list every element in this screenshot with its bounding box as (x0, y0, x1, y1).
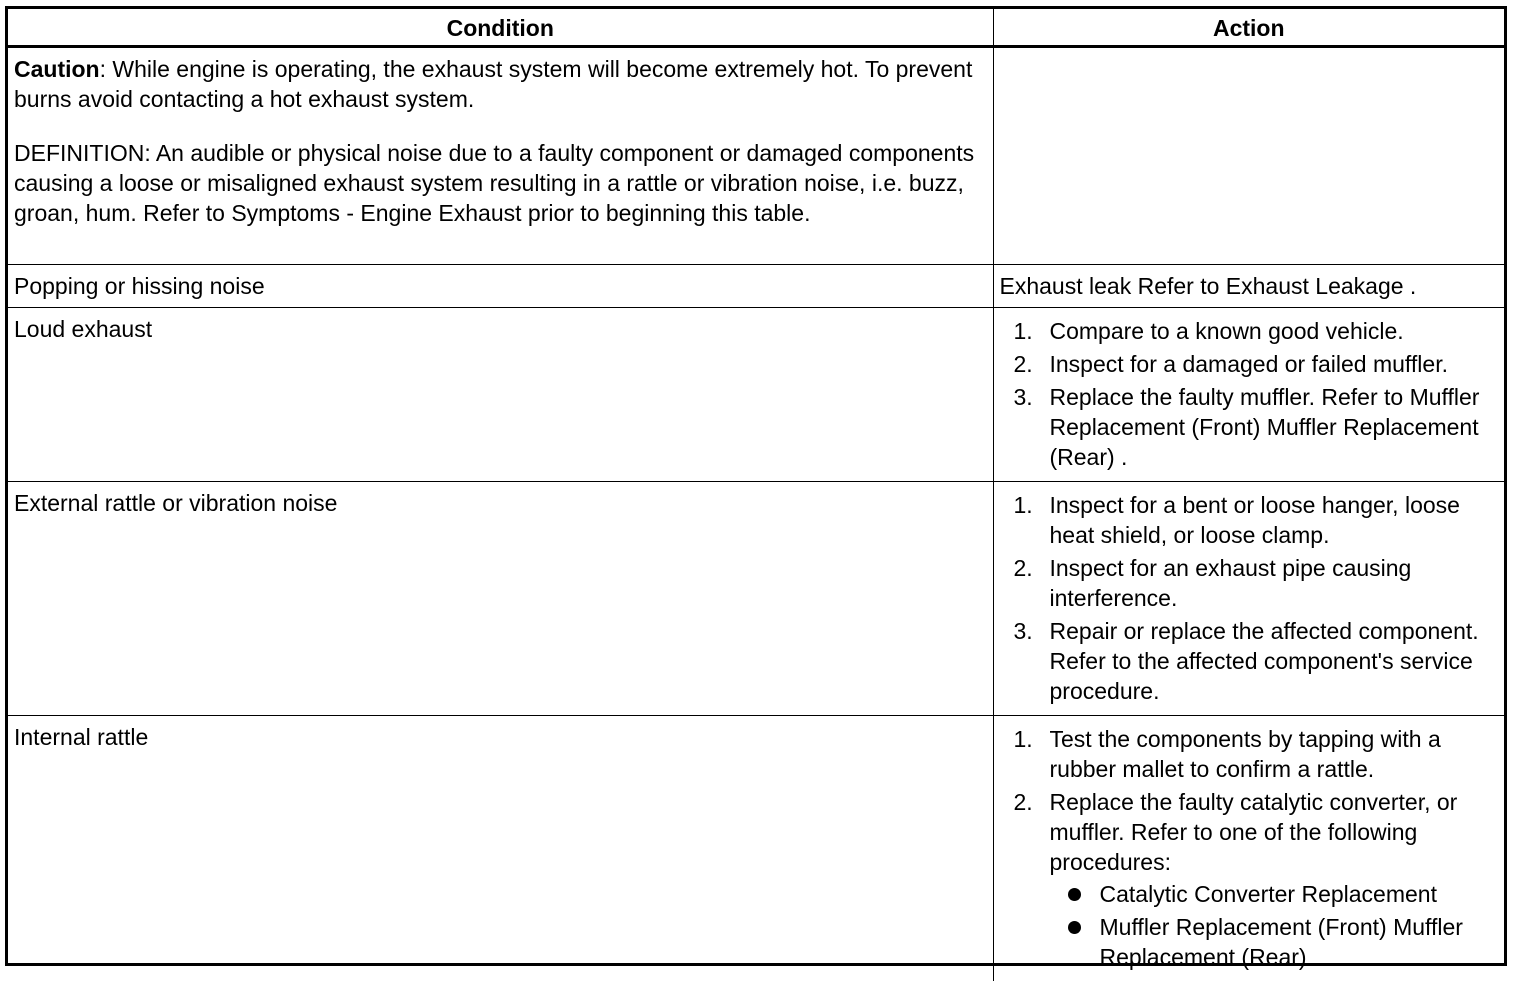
step-number: 2. (1014, 349, 1033, 379)
internal-action-cell (993, 716, 1504, 981)
loud-condition: Loud exhaust (8, 308, 993, 482)
step-text: Replace the faulty catalytic converter, or muffler. Refer to one of the following procedures: (1050, 789, 1458, 875)
step-number: 3. (1014, 382, 1033, 412)
caution-row (8, 47, 1504, 265)
step-text: Inspect for a bent or loose hanger, loose heat shield, or loose clamp. (1050, 492, 1460, 548)
step-number: 1. (1014, 316, 1033, 346)
step-text: Test the components by tapping with a rubber mallet to confirm a rattle. (1050, 726, 1441, 782)
list-item (1000, 490, 1499, 550)
bullet-icon (1068, 888, 1081, 901)
list-item (1000, 553, 1499, 613)
header-row (8, 9, 1504, 47)
step-text: Replace the faulty muffler. Refer to Muffler Replacement (Front) Muffler Replacement (Rear) . (1050, 384, 1480, 470)
external-action-cell (993, 482, 1504, 716)
popping-row (8, 265, 1504, 308)
caution-paragraph (14, 54, 987, 114)
internal-rattle-row (8, 716, 1504, 981)
condition-header: Condition (8, 9, 993, 47)
caution-label: Caution (14, 56, 100, 82)
external-steps (1000, 490, 1499, 706)
internal-condition: Internal rattle (8, 716, 993, 981)
step-text: Compare to a known good vehicle. (1050, 318, 1404, 344)
caution-action-cell (993, 47, 1504, 265)
list-item (1050, 912, 1499, 972)
diagnostic-table-frame (5, 6, 1507, 966)
bullet-icon (1068, 921, 1081, 934)
list-item (1000, 787, 1499, 972)
exhaust-noise-diagnostic-table (8, 9, 1504, 981)
popping-condition: Popping or hissing noise (8, 265, 993, 308)
bullet-text: Catalytic Converter Replacement (1100, 881, 1437, 907)
bullet-text: Muffler Replacement (Front) Muffler Replacement (Rear) (1100, 914, 1463, 970)
step-text: Repair or replace the affected component. Refer to the affected component's service procedure. (1050, 618, 1479, 704)
loud-steps (1000, 316, 1499, 472)
step-number: 2. (1014, 787, 1033, 817)
step-number: 3. (1014, 616, 1033, 646)
step-number: 1. (1014, 490, 1033, 520)
loud-action-cell (993, 308, 1504, 482)
list-item (1000, 616, 1499, 706)
step-number: 2. (1014, 553, 1033, 583)
list-item (1050, 879, 1499, 909)
list-item (1000, 382, 1499, 472)
procedure-bullets (1050, 879, 1499, 972)
list-item (1000, 316, 1499, 346)
internal-steps (1000, 724, 1499, 972)
step-number: 1. (1014, 724, 1033, 754)
list-item (1000, 349, 1499, 379)
loud-exhaust-row (8, 308, 1504, 482)
popping-action: Exhaust leak Refer to Exhaust Leakage . (993, 265, 1504, 308)
external-rattle-row (8, 482, 1504, 716)
caution-cell (8, 47, 993, 265)
caution-text: : While engine is operating, the exhaust system will become extremely hot. To prevent burns avoid contacting a hot exhaust system. (14, 56, 972, 112)
definition-paragraph: DEFINITION: An audible or physical noise due to a faulty component or damaged components causing a loose or misaligned exhaust system resulting in a rattle or vibration noise, i.e. buzz, groan, hum. Refer to Symptoms - Engine Exhaust prior to beginning this table. (14, 138, 987, 228)
action-header: Action (993, 9, 1504, 47)
step-text: Inspect for an exhaust pipe causing interference. (1050, 555, 1412, 611)
external-condition: External rattle or vibration noise (8, 482, 993, 716)
list-item (1000, 724, 1499, 784)
step-text: Inspect for a damaged or failed muffler. (1050, 351, 1448, 377)
